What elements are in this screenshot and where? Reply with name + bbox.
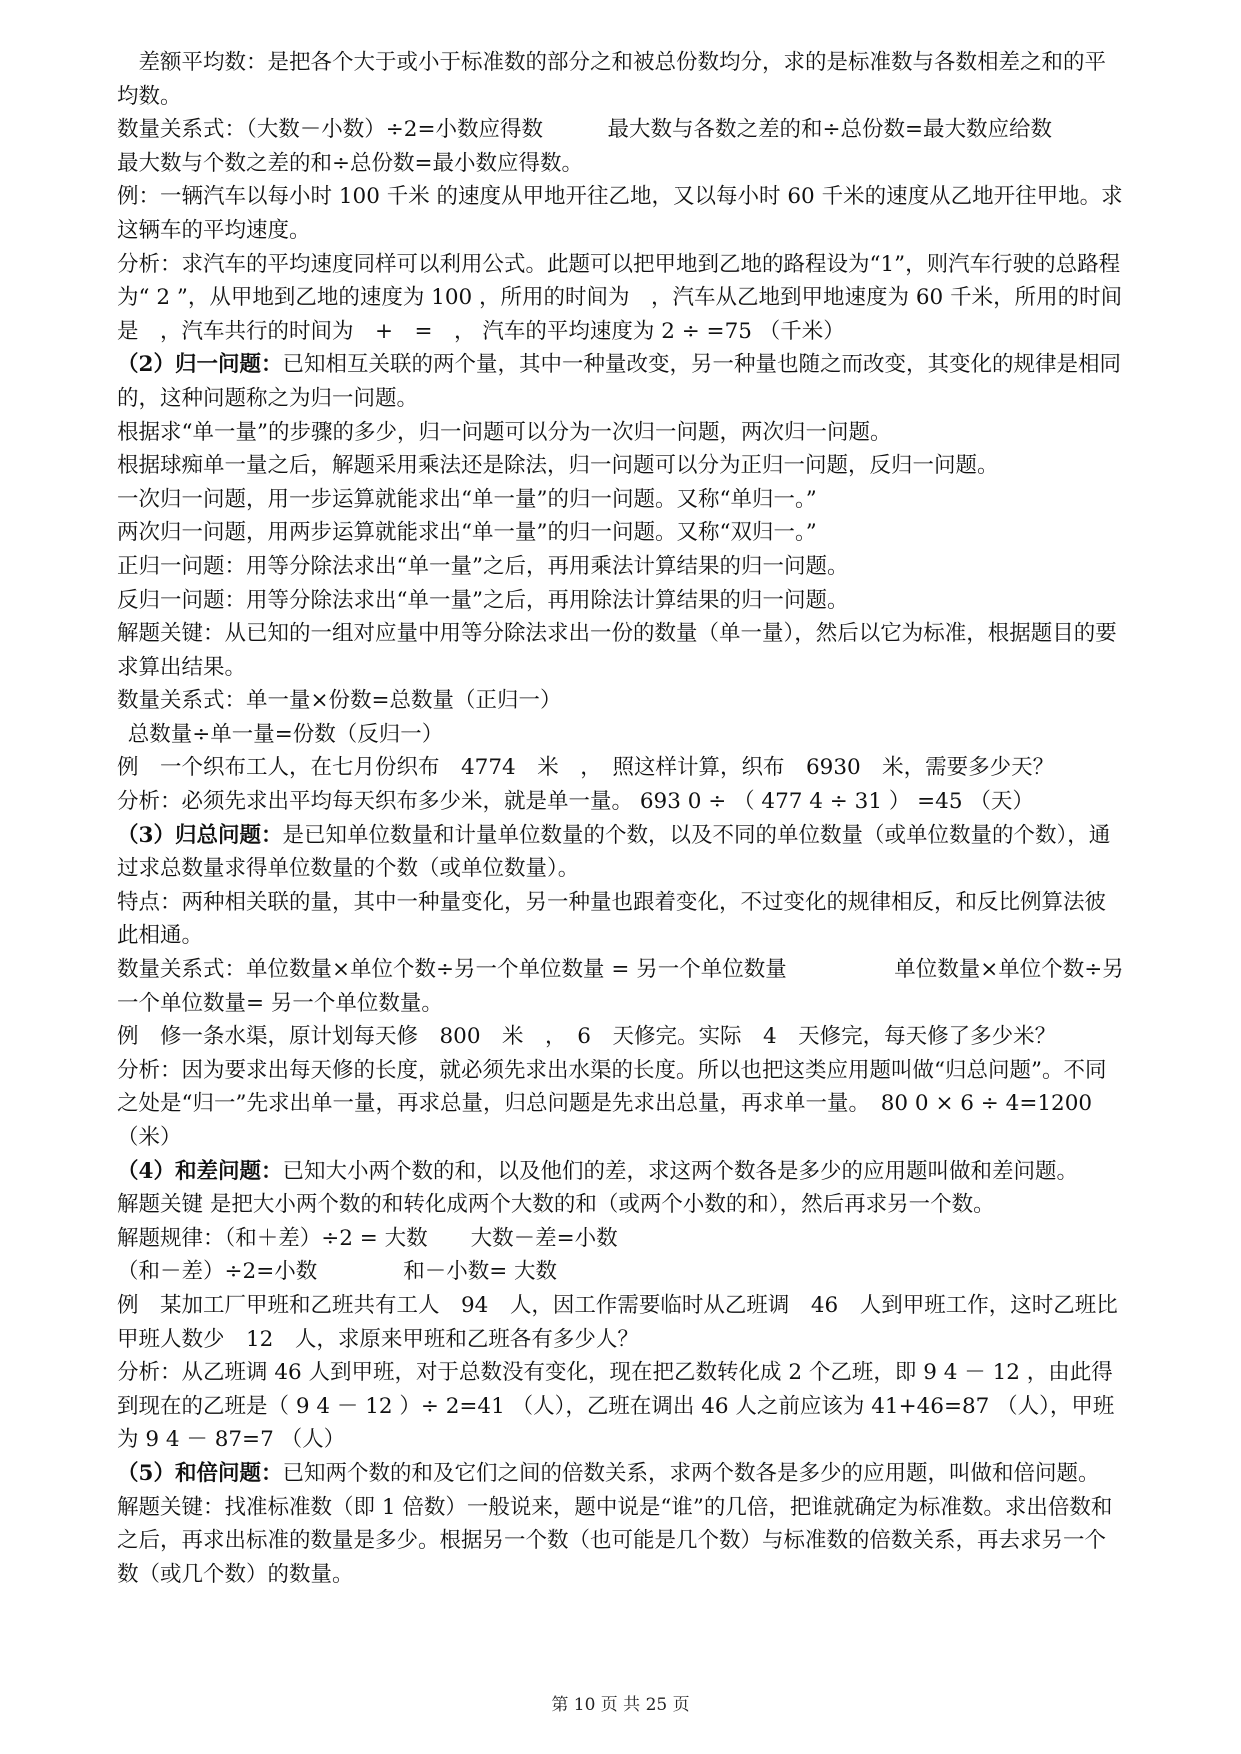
paragraph: 一次归一问题，用一步运算就能求出“单一量”的归一问题。又称“单归一。” xyxy=(117,486,817,512)
section-paragraph xyxy=(117,348,1127,415)
paragraph: 根据球痴单一量之后，解题采用乘法还是除法，归一问题可以分为正归一问题，反归一问题。 xyxy=(117,453,999,479)
section-text: 已知两个数的和及它们之间的倍数关系，求两个数各是多少的应用题，叫做和倍问题。 xyxy=(282,1460,1100,1486)
paragraph: 数量关系式：单一量×份数=总数量（正归一） xyxy=(117,688,562,714)
section-paragraph xyxy=(117,1155,1127,1189)
paragraph: 正归一问题：用等分除法求出“单一量”之后，再用乘法计算结果的归一问题。 xyxy=(117,553,849,579)
paragraph: 解题关键：从已知的一组对应量中用等分除法求出一份的数量（单一量），然后以它为标准，根据题目的要求算出结果。 xyxy=(117,621,1117,680)
paragraph: 解题规律：（和＋差）÷2 = 大数 大数－差=小数 xyxy=(117,1225,618,1251)
page-footer: 第 10 页 共 25 页 xyxy=(551,1695,690,1715)
paragraph: 例 一个织布工人，在七月份织布 4774 米 ， 照这样计算，织布 6930 米，需要多少天？ xyxy=(117,755,1055,781)
paragraph: 反归一问题：用等分除法求出“单一量”之后，再用除法计算结果的归一问题。 xyxy=(117,587,849,613)
paragraph: 两次归一问题，用两步运算就能求出“单一量”的归一问题。又称“双归一。” xyxy=(117,520,817,546)
paragraph: 解题关键 是把大小两个数的和转化成两个大数的和（或两个小数的和），然后再求另一个数。 xyxy=(117,1192,995,1218)
section-heading: （5）和倍问题： xyxy=(117,1460,283,1486)
paragraph: 解题关键：找准标准数（即 1 倍数）一般说来，题中说是“谁”的几倍，把谁就确定为标准数。求出倍数和之后，再求出标准的数量是多少。根据另一个数（也可能是几个数）与标准数的倍数关系，再去求另一个数（或几个数）的数量。 xyxy=(117,1494,1113,1587)
paragraph: 差额平均数：是把各个大于或小于标准数的部分之和被总份数均分，求的是标准数与各数相差之和的平均数。 xyxy=(117,50,1107,109)
section-heading: （2）归一问题： xyxy=(117,352,283,378)
paragraph: 分析：从乙班调 46 人到甲班，对于总数没有变化，现在把乙数转化成 2 个乙班，即 9 4 － 12 ，由此得到现在的乙班是（ 9 4 － 12 ）÷ 2=41 （人），乙班在调出 46 人之前应该为 41+46=87 （人），甲班为 9 4 － 87=7 （人） xyxy=(117,1360,1115,1453)
paragraph: 总数量÷单一量=份数（反归一） xyxy=(127,721,444,747)
document-body xyxy=(117,46,1139,1591)
section-paragraph xyxy=(117,1457,1127,1491)
paragraph: （和－差）÷2=小数 和－小数= 大数 xyxy=(117,1259,558,1285)
paragraph: 分析：因为要求出每天修的长度，就必须先求出水渠的长度。所以也把这类应用题叫做“归总问题”。不同之处是“归一”先求出单一量，再求总量，归总问题是先求出总量，再求单一量。 80 0 × 6 ÷ 4=1200 （米） xyxy=(117,1057,1107,1150)
section-paragraph xyxy=(117,819,1127,886)
paragraph: 例：一辆汽车以每小时 100 千米 的速度从甲地开往乙地，又以每小时 60 千米的速度从乙地开往甲地。求这辆车的平均速度。 xyxy=(117,184,1123,243)
paragraph: 例 修一条水渠，原计划每天修 800 米 ， 6 天修完。实际 4 天修完，每天修了多少米？ xyxy=(117,1024,1057,1050)
paragraph: 特点：两种相关联的量，其中一种量变化，另一种量也跟着变化，不过变化的规律相反，和反比例算法彼此相通。 xyxy=(117,889,1107,949)
paragraph: 例 某加工厂甲班和乙班共有工人 94 人，因工作需要临时从乙班调 46 人到甲班工作，这时乙班比甲班人数少 12 人，求原来甲班和乙班各有多少人？ xyxy=(117,1292,1118,1352)
section-heading: （4）和差问题： xyxy=(117,1158,283,1184)
paragraph: 分析：必须先求出平均每天织布多少米，就是单一量。 693 0 ÷ （ 477 4 ÷ 31 ） =45 （天） xyxy=(117,789,1034,815)
paragraph: 数量关系式：单位数量×单位个数÷另一个单位数量 = 另一个单位数量 单位数量×单位个数÷另一个单位数量= 另一个单位数量。 xyxy=(117,957,1124,1016)
section-text: 是已知单位数量和计量单位数量的个数，以及不同的单位数量（或单位数量的个数），通过求总数量求得单位数量的个数（或单位数量）。 xyxy=(117,822,1111,882)
section-text: 已知大小两个数的和，以及他们的差，求这两个数各是多少的应用题叫做和差问题。 xyxy=(282,1158,1078,1184)
paragraph: 数量关系式：（大数－小数）÷2=小数应得数 最大数与各数之差的和÷总份数=最大数应给数 最大数与个数之差的和÷总份数=最小数应得数。 xyxy=(117,117,1139,176)
paragraph: 分析：求汽车的平均速度同样可以利用公式。此题可以把甲地到乙地的路程设为“1”，则汽车行驶的总路程为“ 2 ”，从甲地到乙地的速度为 100 ，所用的时间为 ，汽车从乙地到甲地速度为 60 千米，所用的时间是 ，汽车共行的时间为 + = ， 汽车的平均速度为 2 ÷ =75 （千米） xyxy=(117,251,1123,344)
paragraph: 根据求“单一量”的步骤的多少，归一问题可以分为一次归一问题，两次归一问题。 xyxy=(117,419,892,445)
section-heading: （3）归总问题： xyxy=(117,822,283,848)
section-text: 已知相互关联的两个量，其中一种量改变，另一种量也随之而改变，其变化的规律是相同的，这种问题称之为归一问题。 xyxy=(117,352,1121,411)
